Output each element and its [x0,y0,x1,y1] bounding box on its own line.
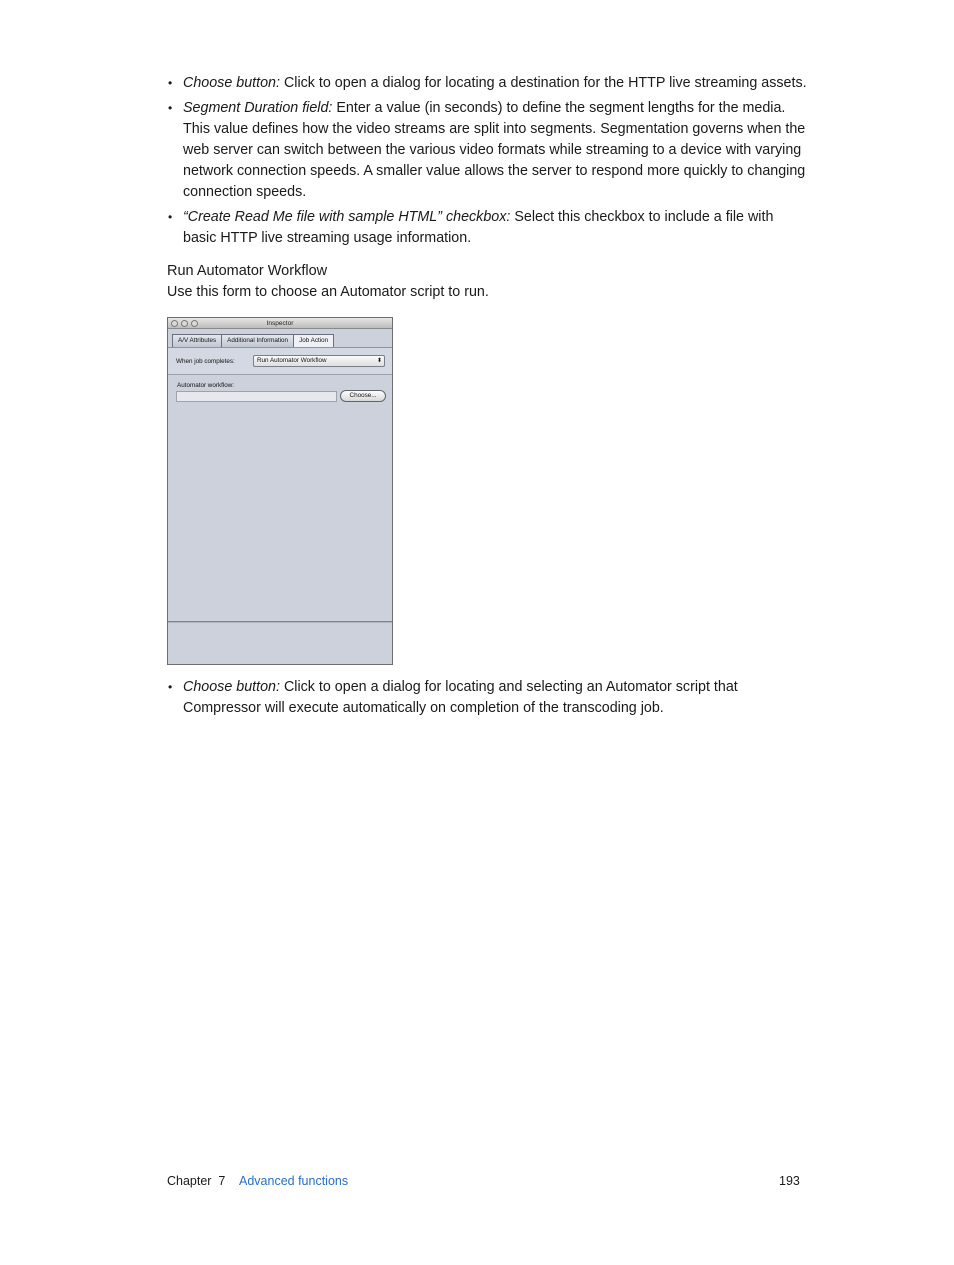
bullet-list-bottom [167,677,807,723]
list-item [167,98,807,203]
tab-bar [168,329,392,348]
bullet-term: Segment Duration field: [183,100,333,116]
job-action-panel [168,375,392,622]
bullet-text: Click to open a dialog for locating and selecting an Automator script that Compressor will execute automatically on completion of the transcoding job. [183,679,738,716]
tab-job-action[interactable]: Job Action [293,334,334,347]
window-title: Inspector [266,320,294,327]
bullet-text: Enter a value (in seconds) to define the segment lengths for the media. This value defines how the video streams are split into segments. Segmentation governs when the web server can switch between the various video formats while streaming to a device with varying network connection speeds. A smaller value allows the server to respond more quickly to changing connection speeds. [183,100,806,200]
automator-workflow-label: Automator workflow: [177,382,235,389]
job-completes-value: Run Automator Workflow [257,357,327,364]
bullet-term: Choose button: [183,75,280,91]
bullet-icon: • [168,101,173,115]
job-completes-select[interactable] [253,355,385,367]
tab-additional-information[interactable]: Additional Information [221,334,294,347]
section-intro: Use this form to choose an Automator script to run. [167,284,489,300]
footer-section-link[interactable]: Advanced functions [239,1174,349,1188]
page-number: 193 [779,1174,800,1188]
tab-av-attributes[interactable]: A/V Attributes [172,334,222,347]
bullet-term: “Create Read Me file with sample HTML” checkbox: [183,209,511,225]
choose-button[interactable]: Choose... [340,390,386,402]
section-heading: Run Automator Workflow [167,263,328,279]
bullet-text: Click to open a dialog for locating a destination for the HTTP live streaming assets. [279,75,807,91]
bullet-icon: • [168,680,173,694]
bullet-list-top [167,73,807,253]
bullet-text: Select this checkbox to include a file with basic HTTP live streaming usage information. [183,209,774,246]
bullet-icon: • [168,76,173,90]
window-titlebar[interactable] [168,318,392,329]
list-item [167,677,807,719]
inspector-bottom-area [168,622,392,664]
bullet-term: Choose button: [183,679,280,695]
list-item [167,73,807,94]
bullet-icon: • [168,210,173,224]
automator-workflow-field[interactable] [176,391,337,402]
list-item [167,207,807,249]
footer-chapter: Chapter 7 [167,1174,226,1188]
job-completes-row [168,348,392,375]
inspector-window [167,317,393,665]
job-completes-label: When job completes: [176,358,235,365]
updown-arrows-icon: ⬍ [376,358,382,364]
